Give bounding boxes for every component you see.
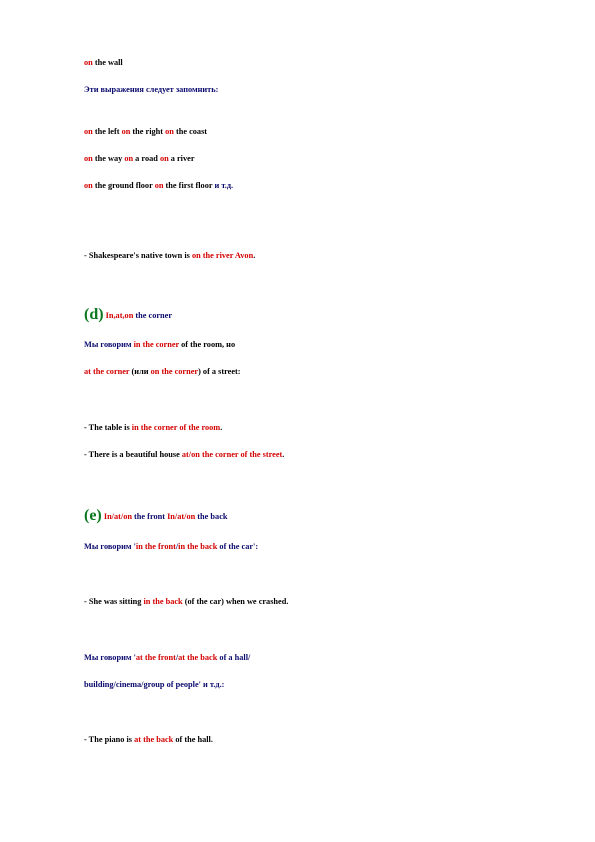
text-fragment: the left xyxy=(92,127,122,136)
preposition: on xyxy=(84,154,93,163)
highlighted-phrase: at the corner xyxy=(84,367,130,376)
preposition: In/at/on xyxy=(101,512,132,521)
highlighted-phrase: in the corner of the room xyxy=(131,423,221,432)
text-line xyxy=(84,84,218,95)
text-fragment: a road xyxy=(133,154,160,163)
highlighted-phrase: at the back xyxy=(178,653,218,662)
text-fragment: . xyxy=(220,423,223,432)
text-line xyxy=(84,541,258,552)
example-sentence xyxy=(84,596,288,607)
preposition: In/at/on xyxy=(167,512,196,521)
text-line xyxy=(84,652,250,663)
text-line xyxy=(84,153,195,164)
text-line xyxy=(84,57,123,68)
text-fragment: building/cinema/group of people' и т.д.: xyxy=(84,680,225,689)
highlighted-phrase: on the river Avon xyxy=(191,251,254,260)
preposition: on xyxy=(84,181,93,190)
preposition: on xyxy=(159,154,169,163)
text-fragment: the coast xyxy=(173,127,208,136)
example-sentence xyxy=(84,734,213,745)
text-fragment: a river xyxy=(168,154,195,163)
text-fragment: - There is a beautiful house xyxy=(84,450,182,459)
text-fragment: the right xyxy=(130,127,166,136)
text-fragment: of a hall/ xyxy=(217,653,251,662)
text-fragment: . xyxy=(253,251,256,260)
text-line xyxy=(84,679,224,690)
text-fragment: the way xyxy=(92,154,125,163)
text-fragment: the ground floor xyxy=(92,181,155,190)
text-fragment: of the hall. xyxy=(173,735,213,744)
preposition: on xyxy=(154,181,164,190)
highlighted-phrase: at the front xyxy=(135,653,176,662)
text-fragment: ) of a street: xyxy=(198,367,241,376)
section-letter: (d) xyxy=(84,306,104,323)
text-fragment: (of the car) when we crashed. xyxy=(182,597,289,606)
text-fragment: - The piano is xyxy=(84,735,135,744)
section-heading xyxy=(84,306,173,323)
example-sentence xyxy=(84,422,222,433)
text-fragment: / xyxy=(175,542,179,551)
text-fragment: of the car': xyxy=(217,542,259,551)
text-fragment: - She was sitting xyxy=(84,597,144,606)
text-fragment: - The table is xyxy=(84,423,132,432)
section-heading xyxy=(84,507,228,524)
text-fragment: the wall xyxy=(92,58,123,67)
highlighted-phrase: on the corner xyxy=(150,367,199,376)
example-sentence xyxy=(84,250,255,261)
section-letter: (e) xyxy=(84,507,102,524)
text-fragment: - Shakespeare's native town is xyxy=(84,251,192,260)
preposition: on xyxy=(84,127,93,136)
text-fragment: Мы говорим xyxy=(84,340,134,349)
preposition: on xyxy=(124,154,134,163)
text-line xyxy=(84,180,233,191)
highlighted-phrase: in the back xyxy=(178,542,218,551)
preposition: on xyxy=(121,127,131,136)
text-fragment: Мы говорим ' xyxy=(84,542,136,551)
text-fragment: . xyxy=(282,450,285,459)
example-sentence xyxy=(84,449,284,460)
text-fragment: Эти выражения следует запомнить: xyxy=(84,85,219,94)
text-fragment: the front xyxy=(131,512,168,521)
text-fragment: (или xyxy=(129,367,151,376)
highlighted-phrase: in the corner xyxy=(133,340,180,349)
text-fragment: the first floor xyxy=(163,181,215,190)
text-line xyxy=(84,126,207,137)
text-fragment: / xyxy=(175,653,179,662)
text-fragment: Мы говорим ' xyxy=(84,653,136,662)
preposition: In,at,on xyxy=(103,311,134,320)
text-line xyxy=(84,366,241,377)
text-fragment: the back xyxy=(195,512,228,521)
text-fragment: of the room, но xyxy=(179,340,236,349)
highlighted-phrase: in the front xyxy=(135,542,176,551)
highlighted-phrase: at the back xyxy=(134,735,174,744)
text-fragment: и т.д. xyxy=(214,181,234,190)
preposition: on xyxy=(84,58,93,67)
highlighted-phrase: at/on the corner of the street xyxy=(181,450,283,459)
text-line xyxy=(84,339,235,350)
preposition: on xyxy=(165,127,174,136)
highlighted-phrase: in the back xyxy=(143,597,183,606)
text-fragment: the corner xyxy=(133,311,173,320)
